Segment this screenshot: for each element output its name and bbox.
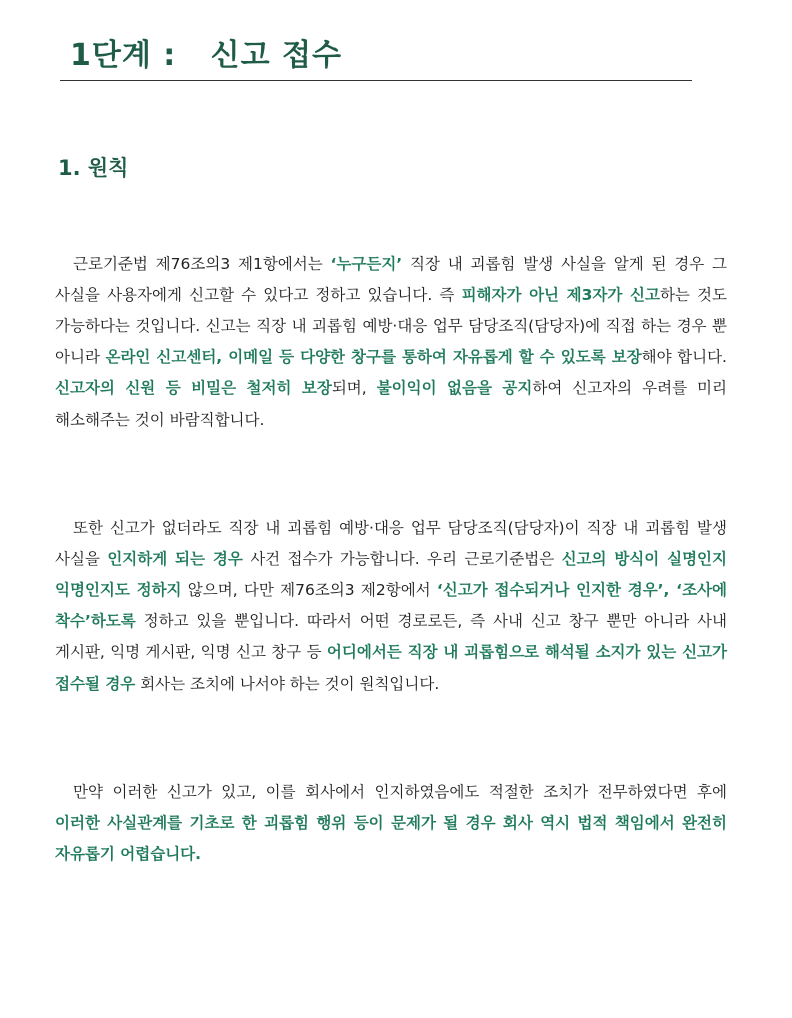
body-text-segment: 근로기준법 제76조의3 제1항에서는 (73, 254, 331, 273)
body-text-segment: 하여 신고자의 우려를 미리 해소해주는 것이 바람직합니다. (55, 379, 727, 429)
body-text-segment: 또한 신고가 없더라도 직장 내 괴롭힘 예방·대응 업무 담당조직(담당자)이 직장 내 괴롭힘 발생 사실을 (55, 518, 727, 568)
page-title: 1단계 : 신고 접수 (70, 38, 342, 73)
body-text-segment: 사건 접수가 가능합니다. 우리 근로기준법은 (242, 549, 562, 568)
body-text-segment: 정하고 있을 뿐입니다. 따라서 어떤 경로로든, 즉 사내 신고 창구 뿐만 아니라 사내 게시판, 익명 게시판, 익명 신고 창구 등 (55, 612, 727, 662)
body-text-segment: 되며, (331, 379, 377, 398)
body-text-segment: 만약 이러한 신고가 있고, 이를 회사에서 인지하였음에도 적절한 조치가 전무하였다면 후에 (73, 782, 727, 801)
emphasized-text: 온라인 신고센터, 이메일 등 다양한 창구를 통하여 자유롭게 할 수 있도록 보장 (105, 348, 642, 367)
emphasized-text: 신고의 방식이 실명인지 익명인지도 정하지 (55, 549, 727, 599)
emphasized-text: 신고자의 신원 등 비밀은 철저히 보장 (55, 379, 332, 398)
emphasized-text: ‘누구든지’ (330, 254, 403, 273)
paragraph-3 (55, 777, 727, 871)
body-text-segment: 회사는 조치에 나서야 하는 것이 원칙입니다. (135, 674, 440, 693)
title-divider (60, 80, 692, 81)
paragraph-2 (55, 513, 727, 700)
body-text-segment: 직장 내 괴롭힘 발생 사실을 알게 된 경우 그 사실을 사용자에게 신고할 수 있다고 정하고 있습니다. 즉 (55, 254, 727, 304)
emphasized-text: 불이익이 없음을 공지 (376, 379, 533, 398)
body-text-segment: 않으며, 다만 제76조의3 제2항에서 (181, 580, 437, 599)
paragraph-1 (55, 249, 727, 436)
emphasized-text: 인지하게 되는 경우 (107, 549, 243, 568)
body-text-segment: 하는 것도 가능하다는 것입니다. 신고는 직장 내 괴롭힘 예방·대응 업무 담당조직(담당자)에 직접 하는 경우 뿐 아니라 (55, 285, 727, 367)
section-heading: 1. 원칙 (58, 156, 129, 180)
emphasized-text: ‘신고가 접수되거나 인지한 경우’, ‘조사에 착수’하도록 (55, 580, 727, 631)
emphasized-text: 피해자가 아닌 제3자가 신고 (461, 285, 660, 304)
emphasized-text: 어디에서든 직장 내 괴롭힘으로 해석될 소지가 있는 신고가 접수될 경우 (55, 643, 727, 693)
body-text-segment: 해야 합니다. (641, 348, 727, 367)
emphasized-text: 이러한 사실관계를 기초로 한 괴롭힘 행위 등이 문제가 될 경우 회사 역시 법적 책임에서 완전히 자유롭기 어렵습니다. (55, 813, 727, 863)
